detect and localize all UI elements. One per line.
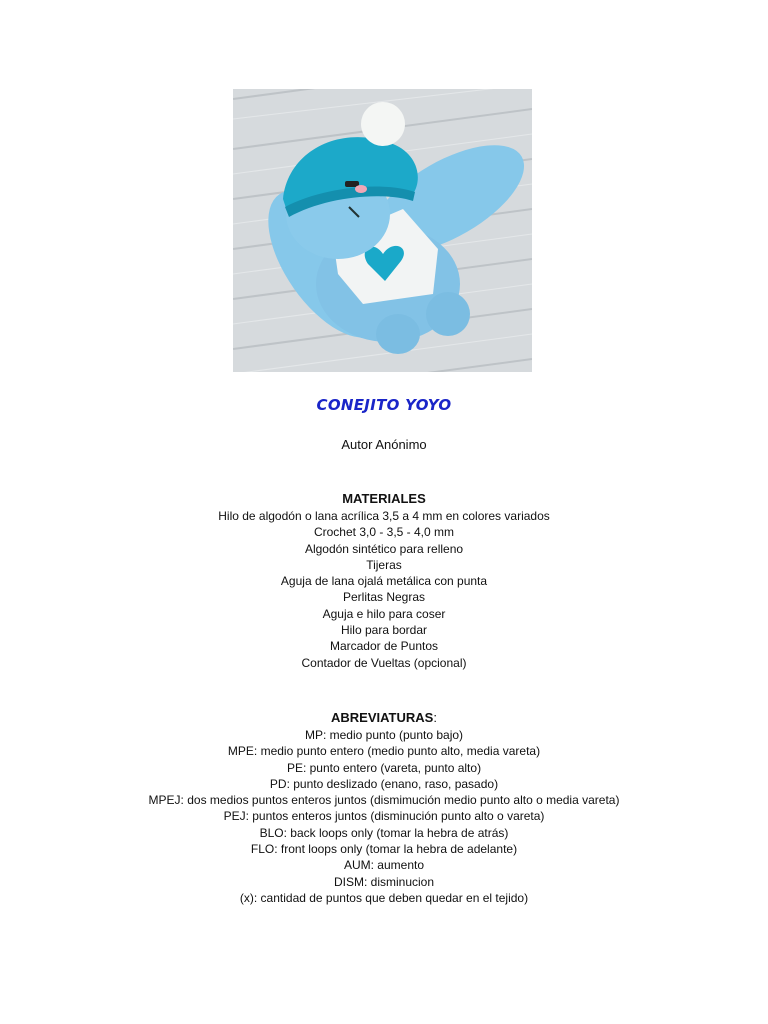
- materials-item: Hilo de algodón o lana acrílica 3,5 a 4 mm en colores variados: [218, 509, 550, 523]
- abbreviation-item: PEJ: puntos enteros juntos (disminución punto alto o vareta): [223, 809, 545, 824]
- crochet-bunny-image: [233, 89, 532, 372]
- abbreviation-item: AUM: aumento: [343, 858, 425, 873]
- abbreviations-heading: [0, 709, 768, 727]
- materials-section: [0, 490, 768, 671]
- abbreviation-item: DISM: disminucion: [333, 874, 435, 889]
- materials-item: Crochet 3,0 - 3,5 - 4,0 mm: [313, 525, 455, 540]
- materials-item: Perlitas Negras: [342, 590, 426, 605]
- materials-item: Aguja e hilo para coser: [322, 606, 446, 621]
- materials-item: Contador de Vueltas (opcional): [301, 655, 467, 670]
- materials-heading: MATERIALES: [342, 491, 426, 506]
- abbreviations-heading-text: ABREVIATURAS: [331, 710, 434, 725]
- materials-item: Hilo para bordar: [340, 623, 428, 638]
- abbreviation-item: FLO: front loops only (tomar la hebra de adelante): [250, 842, 518, 857]
- abbreviation-item: PD: punto deslizado (enano, raso, pasado): [269, 776, 499, 791]
- materials-item: Algodón sintético para relleno: [304, 541, 464, 556]
- materials-item: Aguja de lana ojalá metálica con punta: [280, 574, 488, 589]
- bunny-photo: [233, 89, 532, 372]
- abbreviations-section: [0, 709, 768, 906]
- materials-item: Marcador de Puntos: [329, 639, 439, 654]
- abbreviation-item: MPE: medio punto entero (medio punto alto, media vareta): [227, 744, 541, 759]
- abbreviation-item: MP: medio punto (punto bajo): [304, 728, 464, 742]
- materials-item: Tijeras: [366, 557, 402, 572]
- abbreviations-heading-colon: :: [433, 710, 437, 725]
- abbreviation-item: PE: punto entero (vareta, punto alto): [286, 760, 482, 775]
- abbreviation-item: BLO: back loops only (tomar la hebra de atrás): [259, 825, 509, 840]
- abbreviation-item: (x): cantidad de puntos que deben quedar en el tejido): [239, 890, 529, 905]
- author-line: Autor Anónimo: [341, 437, 427, 452]
- abbreviation-item: MPEJ: dos medios puntos enteros juntos (dismimución medio punto alto o media vareta): [148, 793, 620, 808]
- page-title: CONEJITO YOYO: [316, 396, 452, 414]
